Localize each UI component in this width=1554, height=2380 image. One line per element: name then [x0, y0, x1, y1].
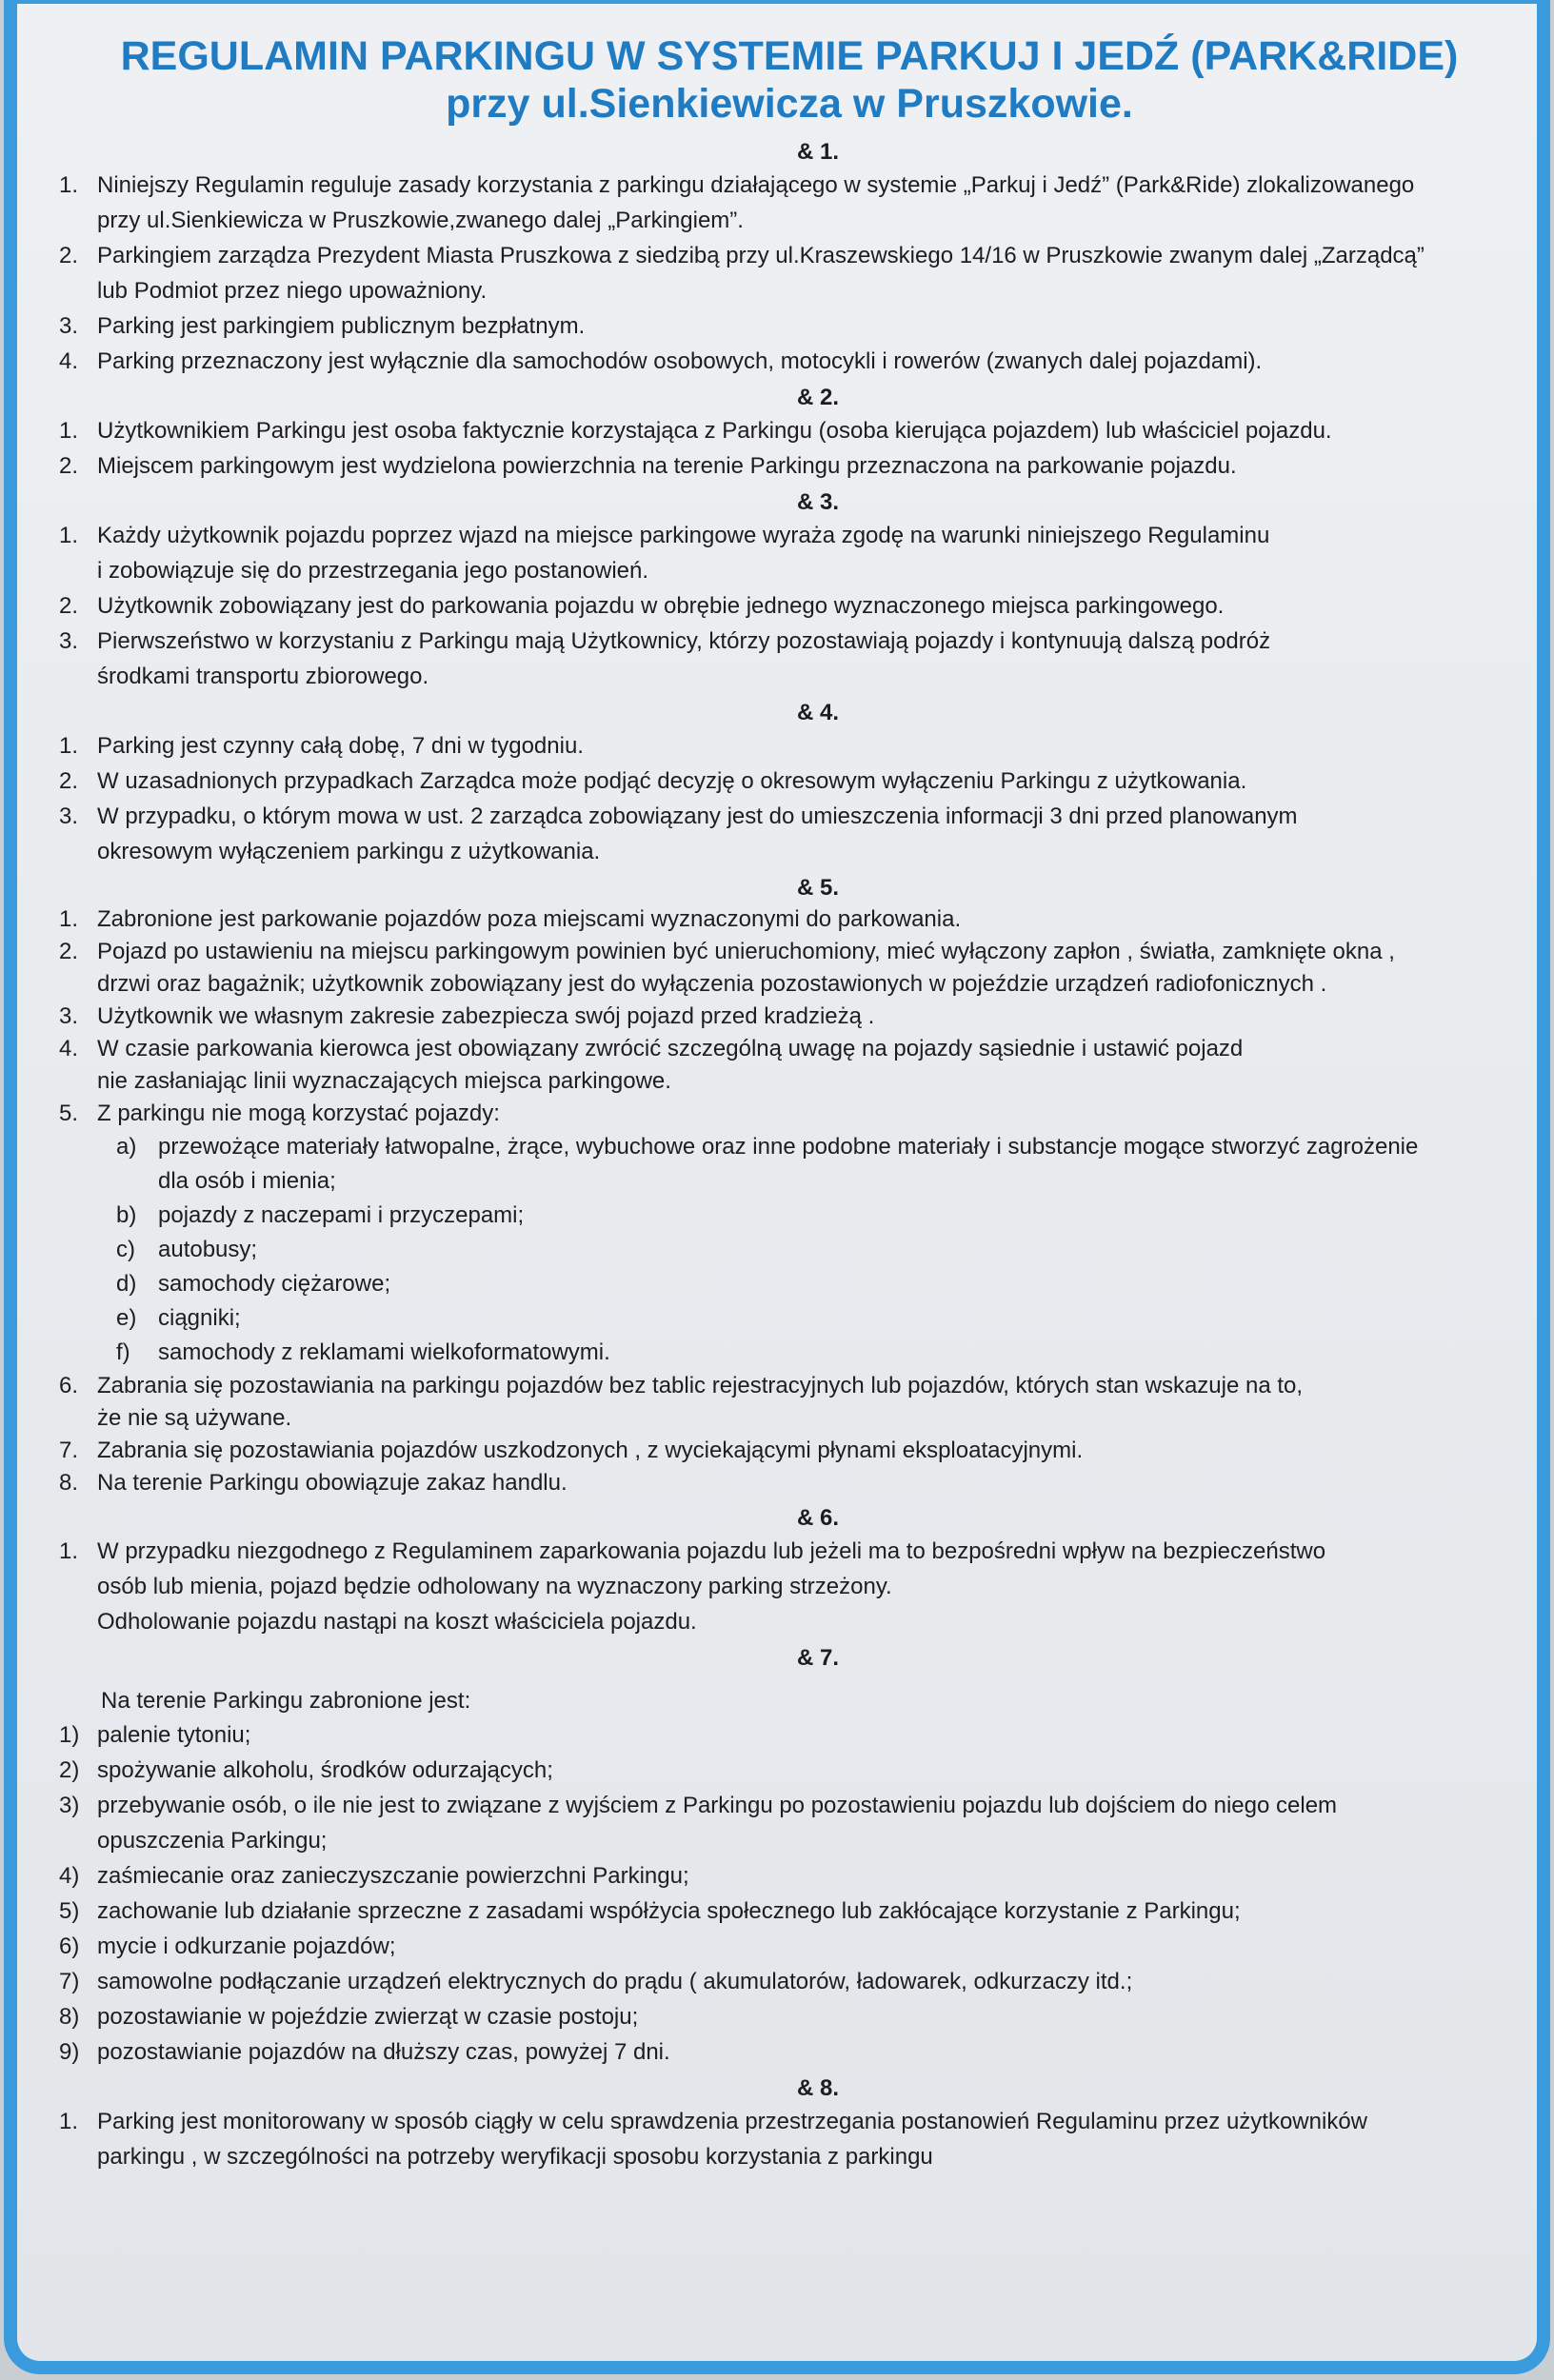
item-text-line: dla osób i mienia; [158, 1168, 336, 1194]
list-item [34, 1858, 1544, 1894]
sub-list-item [34, 1233, 1544, 1267]
list-item [34, 1467, 1544, 1499]
list-item [34, 1435, 1544, 1467]
list-item [34, 2034, 1544, 2070]
section-3 [34, 487, 1544, 694]
item-text-line: Parkingiem zarządza Prezydent Miasta Pruszkowa z siedzibą przy ul.Kraszewskiego 14/16 w Pruszkowie zwanym dalej „Zarządcą” [97, 243, 1424, 268]
item-text-line: Pojazd po ustawieniu na miejscu parkingowym powinien być unieruchomiony, mieć wyłączony zapłon , światła, zamknięte okna , [97, 939, 1395, 964]
item-text-line: Parking jest parkingiem publicznym bezpłatnym. [97, 313, 586, 339]
item-number: 4) [59, 1863, 80, 1889]
list-item [34, 518, 1544, 588]
item-text-line: zachowanie lub działanie sprzeczne z zasadami współżycia społecznego lub zakłócające korzystanie z Parkingu; [97, 1898, 1241, 1924]
item-text-line: mycie i odkurzanie pojazdów; [97, 1934, 396, 1959]
item-text-line: przebywanie osób, o ile nie jest to związane z wyjściem z Parkingu po pozostawieniu pojazdu lub dojściem do niego celem [97, 1793, 1338, 1818]
item-number: 2) [59, 1757, 80, 1783]
item-number: 2. [59, 593, 79, 619]
item-text-line: Pierwszeństwo w korzystaniu z Parkingu mają Użytkownicy, którzy pozostawiają pojazdy i kontynuują dalszą podróż [97, 628, 1271, 654]
item-number: 7) [59, 1969, 80, 1994]
item-text-line: samochody z reklamami wielkoformatowymi. [158, 1339, 610, 1365]
item-number: 4. [59, 348, 79, 374]
list-item [34, 413, 1544, 448]
item-text-line: Niniejszy Regulamin reguluje zasady korzystania z parkingu działającego w systemie „Parkuj i Jedź” (Park&Ride) zlokalizowanego [97, 172, 1415, 198]
section-8 [34, 2073, 1544, 2174]
list-item [34, 799, 1544, 869]
item-number: 3. [59, 313, 79, 339]
list-item [34, 624, 1544, 694]
item-number: d) [116, 1271, 137, 1297]
sub-list-item [34, 1336, 1544, 1370]
sub-list-item [34, 1267, 1544, 1301]
item-number: 1. [59, 1538, 79, 1564]
sub-list-item [34, 1199, 1544, 1233]
item-number: 1) [59, 1722, 80, 1748]
item-number: a) [116, 1134, 137, 1160]
item-text-line: parkingu , w szczególności na potrzeby weryfikacji sposobu korzystania z parkingu [97, 2144, 933, 2170]
item-number: 2. [59, 453, 79, 479]
list-item [34, 1894, 1544, 1929]
list-item [34, 1788, 1544, 1858]
list-item [34, 903, 1544, 936]
item-number: 3. [59, 803, 79, 829]
item-text-line: Z parkingu nie mogą korzystać pojazdy: [97, 1101, 500, 1126]
section-heading: & 3. [796, 489, 839, 515]
section-heading: & 5. [796, 875, 839, 901]
item-number: 1. [59, 2109, 79, 2134]
section-7 [34, 1643, 1544, 2070]
item-text-line: okresowym wyłączeniem parkingu z użytkowania. [97, 839, 601, 864]
item-number: 2. [59, 939, 79, 964]
item-text-line: samowolne podłączanie urządzeń elektrycznych do prądu ( akumulatorów, ładowarek, odkurzaczy itd.; [97, 1969, 1133, 1994]
item-text-line: przewożące materiały łatwopalne, żrące, wybuchowe oraz inne podobne materiały i substancje mogące stworzyć zagrożenie [158, 1134, 1419, 1160]
item-text-line: nie zasłaniając linii wyznaczających miejsca parkingowe. [97, 1068, 671, 1094]
list-item [34, 588, 1544, 624]
section-heading: & 4. [796, 700, 839, 725]
item-number: e) [116, 1305, 137, 1331]
item-number: 1. [59, 523, 79, 548]
item-text-line: przy ul.Sienkiewicza w Pruszkowie,zwanego dalej „Parkingiem”. [97, 208, 744, 233]
list-item [34, 728, 1544, 764]
item-number: 2. [59, 243, 79, 268]
item-number: 5. [59, 1101, 79, 1126]
list-item [34, 1717, 1544, 1753]
item-number: 8) [59, 2004, 80, 2030]
item-number: 9) [59, 2039, 80, 2065]
item-number: 6. [59, 1373, 79, 1398]
section-intro: Na terenie Parkingu zabronione jest: [101, 1688, 471, 1714]
item-text-line: opuszczenia Parkingu; [97, 1828, 328, 1854]
list-item [34, 1033, 1544, 1098]
list-item [34, 168, 1544, 238]
item-number: b) [116, 1202, 137, 1228]
item-number: 1. [59, 733, 79, 759]
item-number: 1. [59, 906, 79, 932]
section-heading: & 7. [796, 1645, 839, 1671]
item-text-line: Na terenie Parkingu obowiązuje zakaz handlu. [97, 1470, 568, 1496]
item-text-line: autobusy; [158, 1237, 258, 1262]
list-item [34, 448, 1544, 484]
section-5 [34, 873, 1544, 1499]
item-number: 2. [59, 768, 79, 794]
item-text-line: pojazdy z naczepami i przyczepami; [158, 1202, 525, 1228]
item-text-line: osób lub mienia, pojazd będzie odholowany na wyznaczony parking strzeżony. [97, 1574, 892, 1599]
list-item [34, 238, 1544, 308]
item-text-line: W przypadku, o którym mowa w ust. 2 zarządca zobowiązany jest do umieszczenia informacji 3 dni przed planowanym [97, 803, 1298, 829]
item-number: 1. [59, 418, 79, 444]
item-text-line: Parking jest monitorowany w sposób ciągły w celu sprawdzenia przestrzegania postanowień Regulaminu przez użytkowników [97, 2109, 1367, 2134]
item-text-line: W przypadku niezgodnego z Regulaminem zaparkowania pojazdu lub jeżeli ma to bezpośredni wpływ na bezpieczeństwo [97, 1538, 1326, 1564]
item-text-line: i zobowiązuje się do przestrzegania jego postanowień. [97, 558, 649, 584]
sections-container [34, 137, 1544, 2174]
section-heading: & 8. [796, 2075, 839, 2101]
list-item [34, 1753, 1544, 1788]
section-items [34, 413, 1544, 484]
item-text-line: Odholowanie pojazdu nastąpi na koszt właściciela pojazdu. [97, 1609, 697, 1635]
item-text-line: Miejscem parkingowym jest wydzielona powierzchnia na terenie Parkingu przeznaczona na parkowanie pojazdu. [97, 453, 1237, 479]
item-number: c) [116, 1237, 135, 1262]
section-2 [34, 383, 1544, 484]
list-item [34, 1098, 1544, 1130]
item-number: 7. [59, 1438, 79, 1463]
sub-list-item [34, 1130, 1544, 1199]
sign-board [4, 0, 1550, 2374]
list-item [34, 1534, 1544, 1639]
section-items [34, 903, 1544, 1499]
item-text-line: lub Podmiot przez niego upoważniony. [97, 278, 488, 304]
list-item [34, 1929, 1544, 1964]
section-1 [34, 137, 1544, 379]
item-text-line: środkami transportu zbiorowego. [97, 664, 429, 689]
section-items [34, 518, 1544, 694]
regulations-sign [34, 4, 1544, 2365]
item-text-line: Zabrania się pozostawiania pojazdów uszkodzonych , z wyciekającymi płynami eksploatacyjnymi. [97, 1438, 1084, 1463]
item-number: 3. [59, 628, 79, 654]
item-text-line: pozostawianie pojazdów na dłuższy czas, powyżej 7 dni. [97, 2039, 670, 2065]
sub-list-item [34, 1301, 1544, 1336]
list-item [34, 1964, 1544, 1999]
section-4 [34, 698, 1544, 869]
item-number: 4. [59, 1036, 79, 1061]
item-number: f) [116, 1339, 130, 1365]
item-text-line: Parking jest czynny całą dobę, 7 dni w tygodniu. [97, 733, 584, 759]
item-text-line: że nie są używane. [97, 1405, 292, 1431]
item-text-line: drzwi oraz bagażnik; użytkownik zobowiązany jest do wyłączenia pozostawionych w pojeździe urządzeń radiofonicznych . [97, 971, 1327, 997]
item-text-line: Użytkownik zobowiązany jest do parkowania pojazdu w obrębie jednego wyznaczonego miejsca parkingowego. [97, 593, 1225, 619]
item-text-line: samochody ciężarowe; [158, 1271, 391, 1297]
section-items [34, 1534, 1544, 1639]
list-item [34, 1370, 1544, 1435]
section-6 [34, 1503, 1544, 1639]
list-item [34, 1001, 1544, 1033]
item-text-line: Parking przeznaczony jest wyłącznie dla samochodów osobowych, motocykli i rowerów (zwanych dalej pojazdami). [97, 348, 1263, 374]
list-item [34, 308, 1544, 344]
item-number: 1. [59, 172, 79, 198]
section-items [34, 168, 1544, 379]
item-text-line: W uzasadnionych przypadkach Zarządca może podjąć decyzję o okresowym wyłączeniu Parkingu z użytkowania. [97, 768, 1247, 794]
item-text-line: Użytkownik we własnym zakresie zabezpiecza swój pojazd przed kradzieżą . [97, 1003, 875, 1029]
item-number: 3. [59, 1003, 79, 1029]
section-items [34, 2104, 1544, 2174]
item-text-line: W czasie parkowania kierowca jest obowiązany zwrócić szczególną uwagę na pojazdy sąsiednie i ustawić pojazd [97, 1036, 1244, 1061]
item-number: 5) [59, 1898, 80, 1924]
sign-title: REGULAMIN PARKINGU W SYSTEMIE PARKUJ I JEDŹ (PARK&RIDE) [120, 33, 1459, 79]
item-text-line: zaśmiecanie oraz zanieczyszczanie powierzchni Parkingu; [97, 1863, 689, 1889]
item-text-line: palenie tytoniu; [97, 1722, 251, 1748]
item-number: 3) [59, 1793, 80, 1818]
item-text-line: Użytkownikiem Parkingu jest osoba faktycznie korzystająca z Parkingu (osoba kierująca pojazdem) lub właściciel pojazdu. [97, 418, 1332, 444]
item-text-line: Zabronione jest parkowanie pojazdów poza miejscami wyznaczonymi do parkowania. [97, 906, 962, 932]
item-text-line: pozostawianie w pojeździe zwierząt w czasie postoju; [97, 2004, 639, 2030]
section-items [34, 1717, 1544, 2070]
list-item [34, 764, 1544, 799]
list-item [34, 1999, 1544, 2034]
list-item [34, 936, 1544, 1001]
list-item [34, 2104, 1544, 2174]
list-item [34, 344, 1544, 379]
item-text-line: Każdy użytkownik pojazdu poprzez wjazd na miejsce parkingowe wyraża zgodę na warunki niniejszego Regulaminu [97, 523, 1270, 548]
item-number: 8. [59, 1470, 79, 1496]
item-text-line: ciągniki; [158, 1305, 241, 1331]
sign-subtitle: przy ul.Sienkiewicza w Pruszkowie. [446, 81, 1133, 127]
section-heading: & 2. [796, 385, 839, 410]
item-text-line: spożywanie alkoholu, środków odurzających; [97, 1757, 553, 1783]
item-text-line: Zabrania się pozostawiania na parkingu pojazdów bez tablic rejestracyjnych lub pojazdów, których stan wskazuje na to, [97, 1373, 1304, 1398]
section-items [34, 728, 1544, 869]
section-heading: & 1. [796, 139, 839, 165]
item-number: 6) [59, 1934, 80, 1959]
section-heading: & 6. [796, 1505, 839, 1531]
